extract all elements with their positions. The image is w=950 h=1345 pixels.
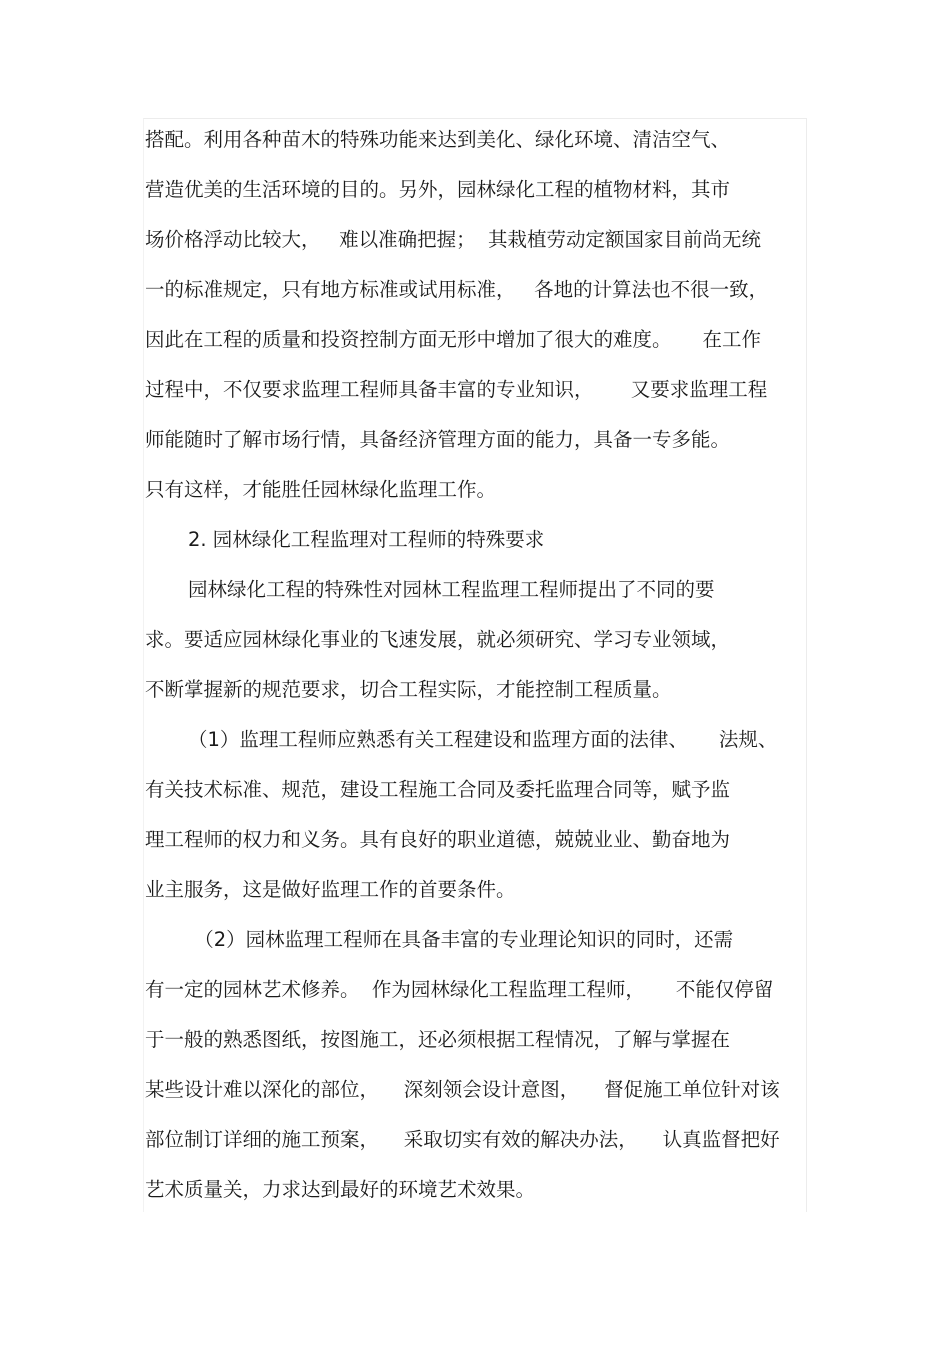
- text-line: 一的标准规定，只有地方标准或试用标准， 各地的计算法也不很一致，: [145, 278, 769, 301]
- text-line: 部位制订详细的施工预案， 采取切实有效的解决办法， 认真监督把好: [145, 1128, 780, 1151]
- document-body: [145, 115, 807, 1215]
- text-line: 某些设计难以深化的部位， 深刻领会设计意图， 督促施工单位针对该: [145, 1078, 780, 1101]
- text-line: （1）监理工程师应熟悉有关工程建设和监理方面的法律、 法规、: [188, 728, 778, 751]
- text-line: 艺术质量关，力求达到最好的环境艺术效果。: [145, 1178, 536, 1201]
- text-line: 业主服务，这是做好监理工作的首要条件。: [145, 878, 516, 901]
- text-line: 求。要适应园林绿化事业的飞速发展，就必须研究、学习专业领域，: [145, 628, 731, 651]
- text-line: 过程中，不仅要求监理工程师具备丰富的专业知识， 又要求监理工程: [145, 378, 768, 401]
- text-line: 因此在工程的质量和投资控制方面无形中增加了很大的难度。 在工作: [145, 328, 761, 351]
- text-line: 营造优美的生活环境的目的。另外，园林绿化工程的植物材料，其市: [145, 178, 731, 201]
- text-line: 只有这样，才能胜任园林绿化监理工作。: [145, 478, 497, 501]
- text-line: 搭配。利用各种苗木的特殊功能来达到美化、绿化环境、清洁空气、: [145, 128, 731, 151]
- text-line: 有关技术标准、规范，建设工程施工合同及委托监理合同等，赋予监: [145, 778, 731, 801]
- text-line: 有一定的园林艺术修养。 作为园林绿化工程监理工程师， 不能仅停留: [145, 978, 774, 1001]
- text-line: 于一般的熟悉图纸，按图施工，还必须根据工程情况，了解与掌握在: [145, 1028, 731, 1051]
- text-line: 师能随时了解市场行情，具备经济管理方面的能力，具备一专多能。: [145, 428, 731, 451]
- text-line: 园林绿化工程的特殊性对园林工程监理工程师提出了不同的要: [188, 578, 715, 601]
- text-line: 不断掌握新的规范要求，切合工程实际，才能控制工程质量。: [145, 678, 672, 701]
- text-line: 场价格浮动比较大， 难以准确把握； 其栽植劳动定额国家目前尚无统: [145, 228, 761, 251]
- section-heading: 2. 园林绿化工程监理对工程师的特殊要求: [188, 528, 545, 551]
- text-line: （2）园林监理工程师在具备丰富的专业理论知识的同时，还需: [188, 928, 734, 951]
- text-line: 理工程师的权力和义务。具有良好的职业道德，兢兢业业、勤奋地为: [145, 828, 731, 851]
